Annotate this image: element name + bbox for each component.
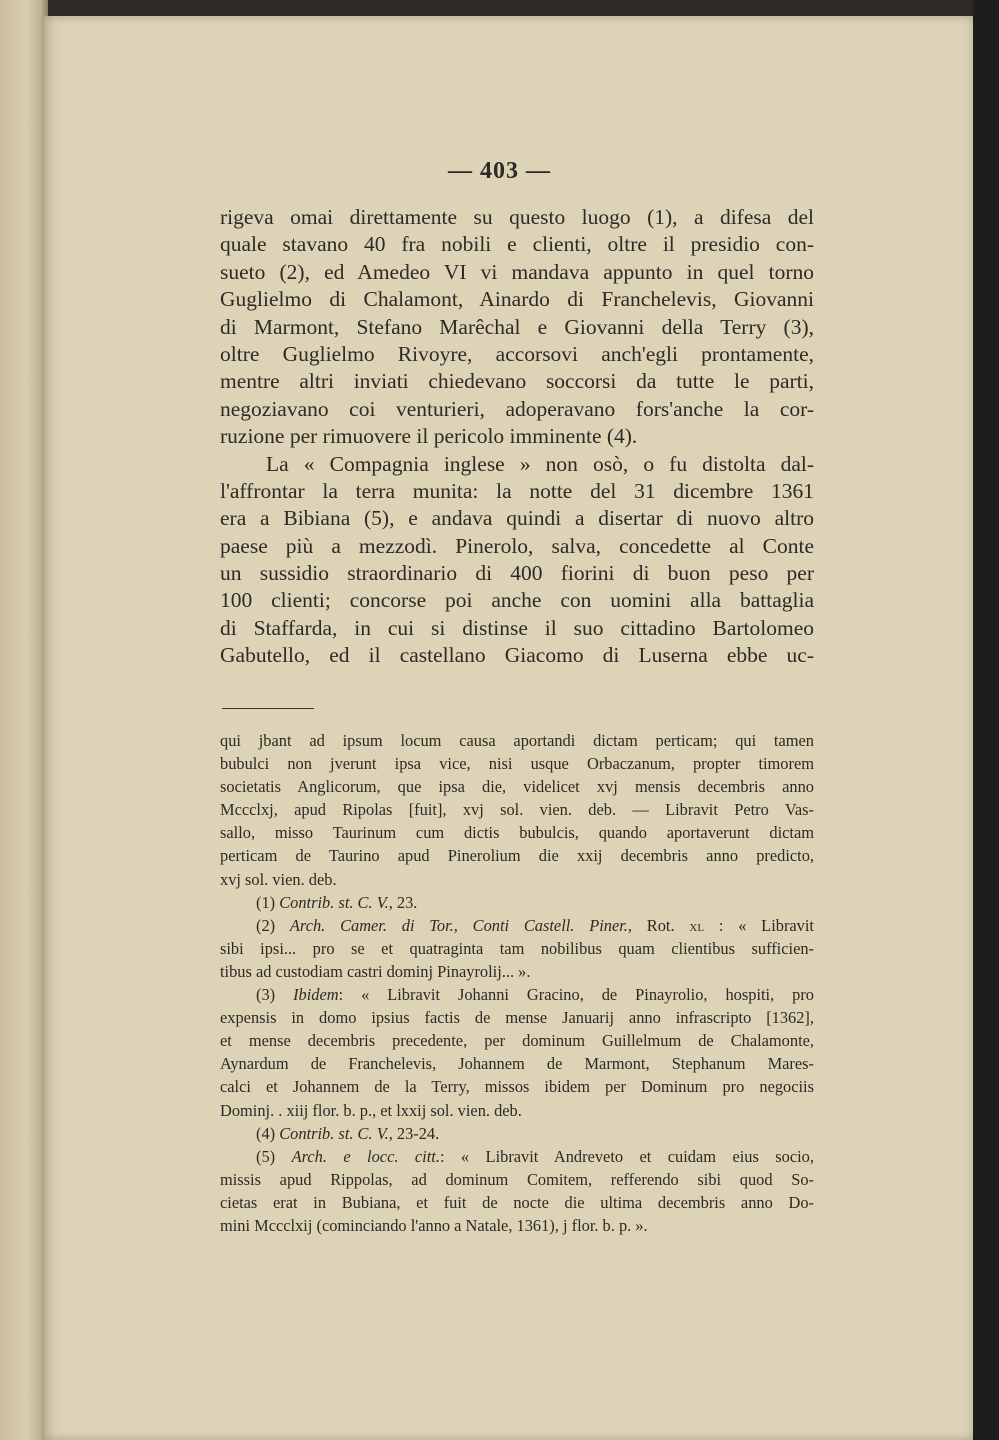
footnote-5 (220, 1145, 814, 1168)
footnote-line: tibus ad custodiam castri dominj Pinayrolij... ». (220, 961, 531, 981)
footnote-reference: Contrib. st. C. V. (279, 1123, 389, 1143)
footnote-line: cietas erat in Bubiana, et fuit de nocte die ultima decembris anno Do- (220, 1192, 814, 1212)
footnote-text: , Rot. (627, 915, 675, 935)
footnote-line: calci et Johannem de la Terry, missos ibidem per Dominum pro negociis (220, 1077, 814, 1097)
footnote-line: sallo, misso Taurinum cum dictis bubulcis, quando aportaverunt dictam (220, 823, 814, 843)
footnotes (220, 729, 814, 1237)
text-line: sueto (2), ed Amedeo VI vi mandava appunto in quel torno (220, 259, 814, 284)
text-line: l'affrontar la terra munita: la notte del 31 dicembre 1361 (220, 478, 814, 503)
text-line: Guglielmo di Chalamont, Ainardo di Franchelevis, Giovanni (220, 287, 814, 312)
footnote-reference: Ibidem (293, 985, 339, 1005)
footnote-number: (3) (256, 985, 276, 1005)
footnote-line: Dominj. . xiij flor. b. p., et lxxij sol. vien. deb. (220, 1100, 522, 1120)
text-line: mentre altri inviati chiedevano soccorsi da tutte le parti, (220, 369, 814, 394)
text-line: Gabutello, ed il castellano Giacomo di Luserna ebbe uc- (220, 643, 814, 668)
footnote-text: , 23-24. (388, 1123, 440, 1143)
footnote-number: (5) (256, 1146, 276, 1166)
footnote-reference: Contrib. st. C. V. (279, 892, 389, 912)
footnote-1 (220, 891, 814, 914)
text-line: quale stavano 40 fra nobili e clienti, oltre il presidio con- (220, 232, 814, 257)
previous-page-edge (0, 0, 48, 1440)
footnote-line: xvj sol. vien. deb. (220, 869, 337, 889)
text-line: oltre Guglielmo Rivoyre, accorsovi anch'egli prontamente, (220, 341, 814, 366)
text-line: negoziavano coi venturieri, adoperavano fors'anche la cor- (220, 396, 814, 421)
footnote-4 (220, 1122, 814, 1145)
footnote-text: : « Libravit Johanni Gracino, de Pinayrolio, hospiti, pro (338, 985, 814, 1005)
footnote-line: expensis in domo ipsius factis de mense Januarij anno infrascripto [1362], (220, 1008, 814, 1028)
footnote-text: : « Libravit (718, 915, 814, 935)
footnote-line: qui jbant ad ipsum locum causa aportandi dictam perticam; qui tamen (220, 731, 814, 750)
text-line: di Marmont, Stefano Marêchal e Giovanni della Terry (3), (220, 314, 814, 339)
text-line: era a Bibiana (5), e andava quindi a disertar di nuovo altro (220, 506, 814, 531)
text-line: La « Compagnia inglese » non osò, o fu distolta dal- (266, 451, 814, 476)
footnote-line: Aynardum de Franchelevis, Johannem de Marmont, Stephanum Mares- (220, 1054, 814, 1074)
footnote-number: (4) (256, 1123, 276, 1143)
footnote-reference: Arch. e locc. citt. (291, 1146, 440, 1166)
text-line: 100 clienti; concorse poi anche con uomini alla battaglia (220, 588, 814, 613)
scan-background-edge (973, 0, 999, 1440)
footnote-line: societatis Anglicorum, que ipsa die, videlicet xvj mensis decembris anno (220, 777, 814, 797)
footnote-line: missis apud Rippolas, ad dominum Comitem, refferendo sibi quod So- (220, 1169, 814, 1189)
footnote-number: (2) (256, 915, 276, 935)
text-line: di Staffarda, in cui si distinse il suo cittadino Bartolomeo (220, 615, 814, 640)
page-number: — 403 — (448, 158, 551, 184)
roll-number: xl (689, 915, 705, 935)
footnote-text: , 23. (388, 892, 418, 912)
footnote-line: et mense decembris precedente, per dominum Guillelmum de Chalamonte, (220, 1031, 814, 1051)
text-line: rigeva omai direttamente su questo luogo (1), a difesa del (220, 205, 814, 229)
footnote-line: Mccclxj, apud Ripolas [fuit], xvj sol. vien. deb. — Libravit Petro Vas- (220, 800, 814, 820)
footnote-line: perticam de Taurino apud Pinerolium die xxij decembris anno predicto, (220, 846, 814, 866)
footnote-text: : « Libravit Andreveto et cuidam eius socio, (439, 1146, 814, 1166)
main-text (220, 204, 814, 670)
text-line: paese più a mezzodì. Pinerolo, salva, concedette al Conte (220, 533, 814, 558)
footnote-number: (1) (256, 892, 276, 912)
footnote-3 (220, 983, 814, 1006)
footnote-line: bubulci non jverunt ipsa vice, nisi usque Orbaczanum, propter timorem (220, 754, 814, 774)
footnote-2 (220, 914, 814, 937)
footnote-line: sibi ipsi... pro se et quatraginta tam nobilibus quam clientibus sufficien- (220, 938, 814, 958)
footnote-line: mini Mccclxij (cominciando l'anno a Natale, 1361), j flor. b. p. ». (220, 1215, 648, 1235)
text-line: un sussidio straordinario di 400 fiorini di buon peso per (220, 561, 814, 586)
footnote-reference: Arch. Camer. di Tor., Conti Castell. Piner. (289, 915, 628, 935)
text-line: ruzione per rimuovere il pericolo imminente (4). (220, 424, 638, 449)
footnote-separator (222, 708, 314, 709)
